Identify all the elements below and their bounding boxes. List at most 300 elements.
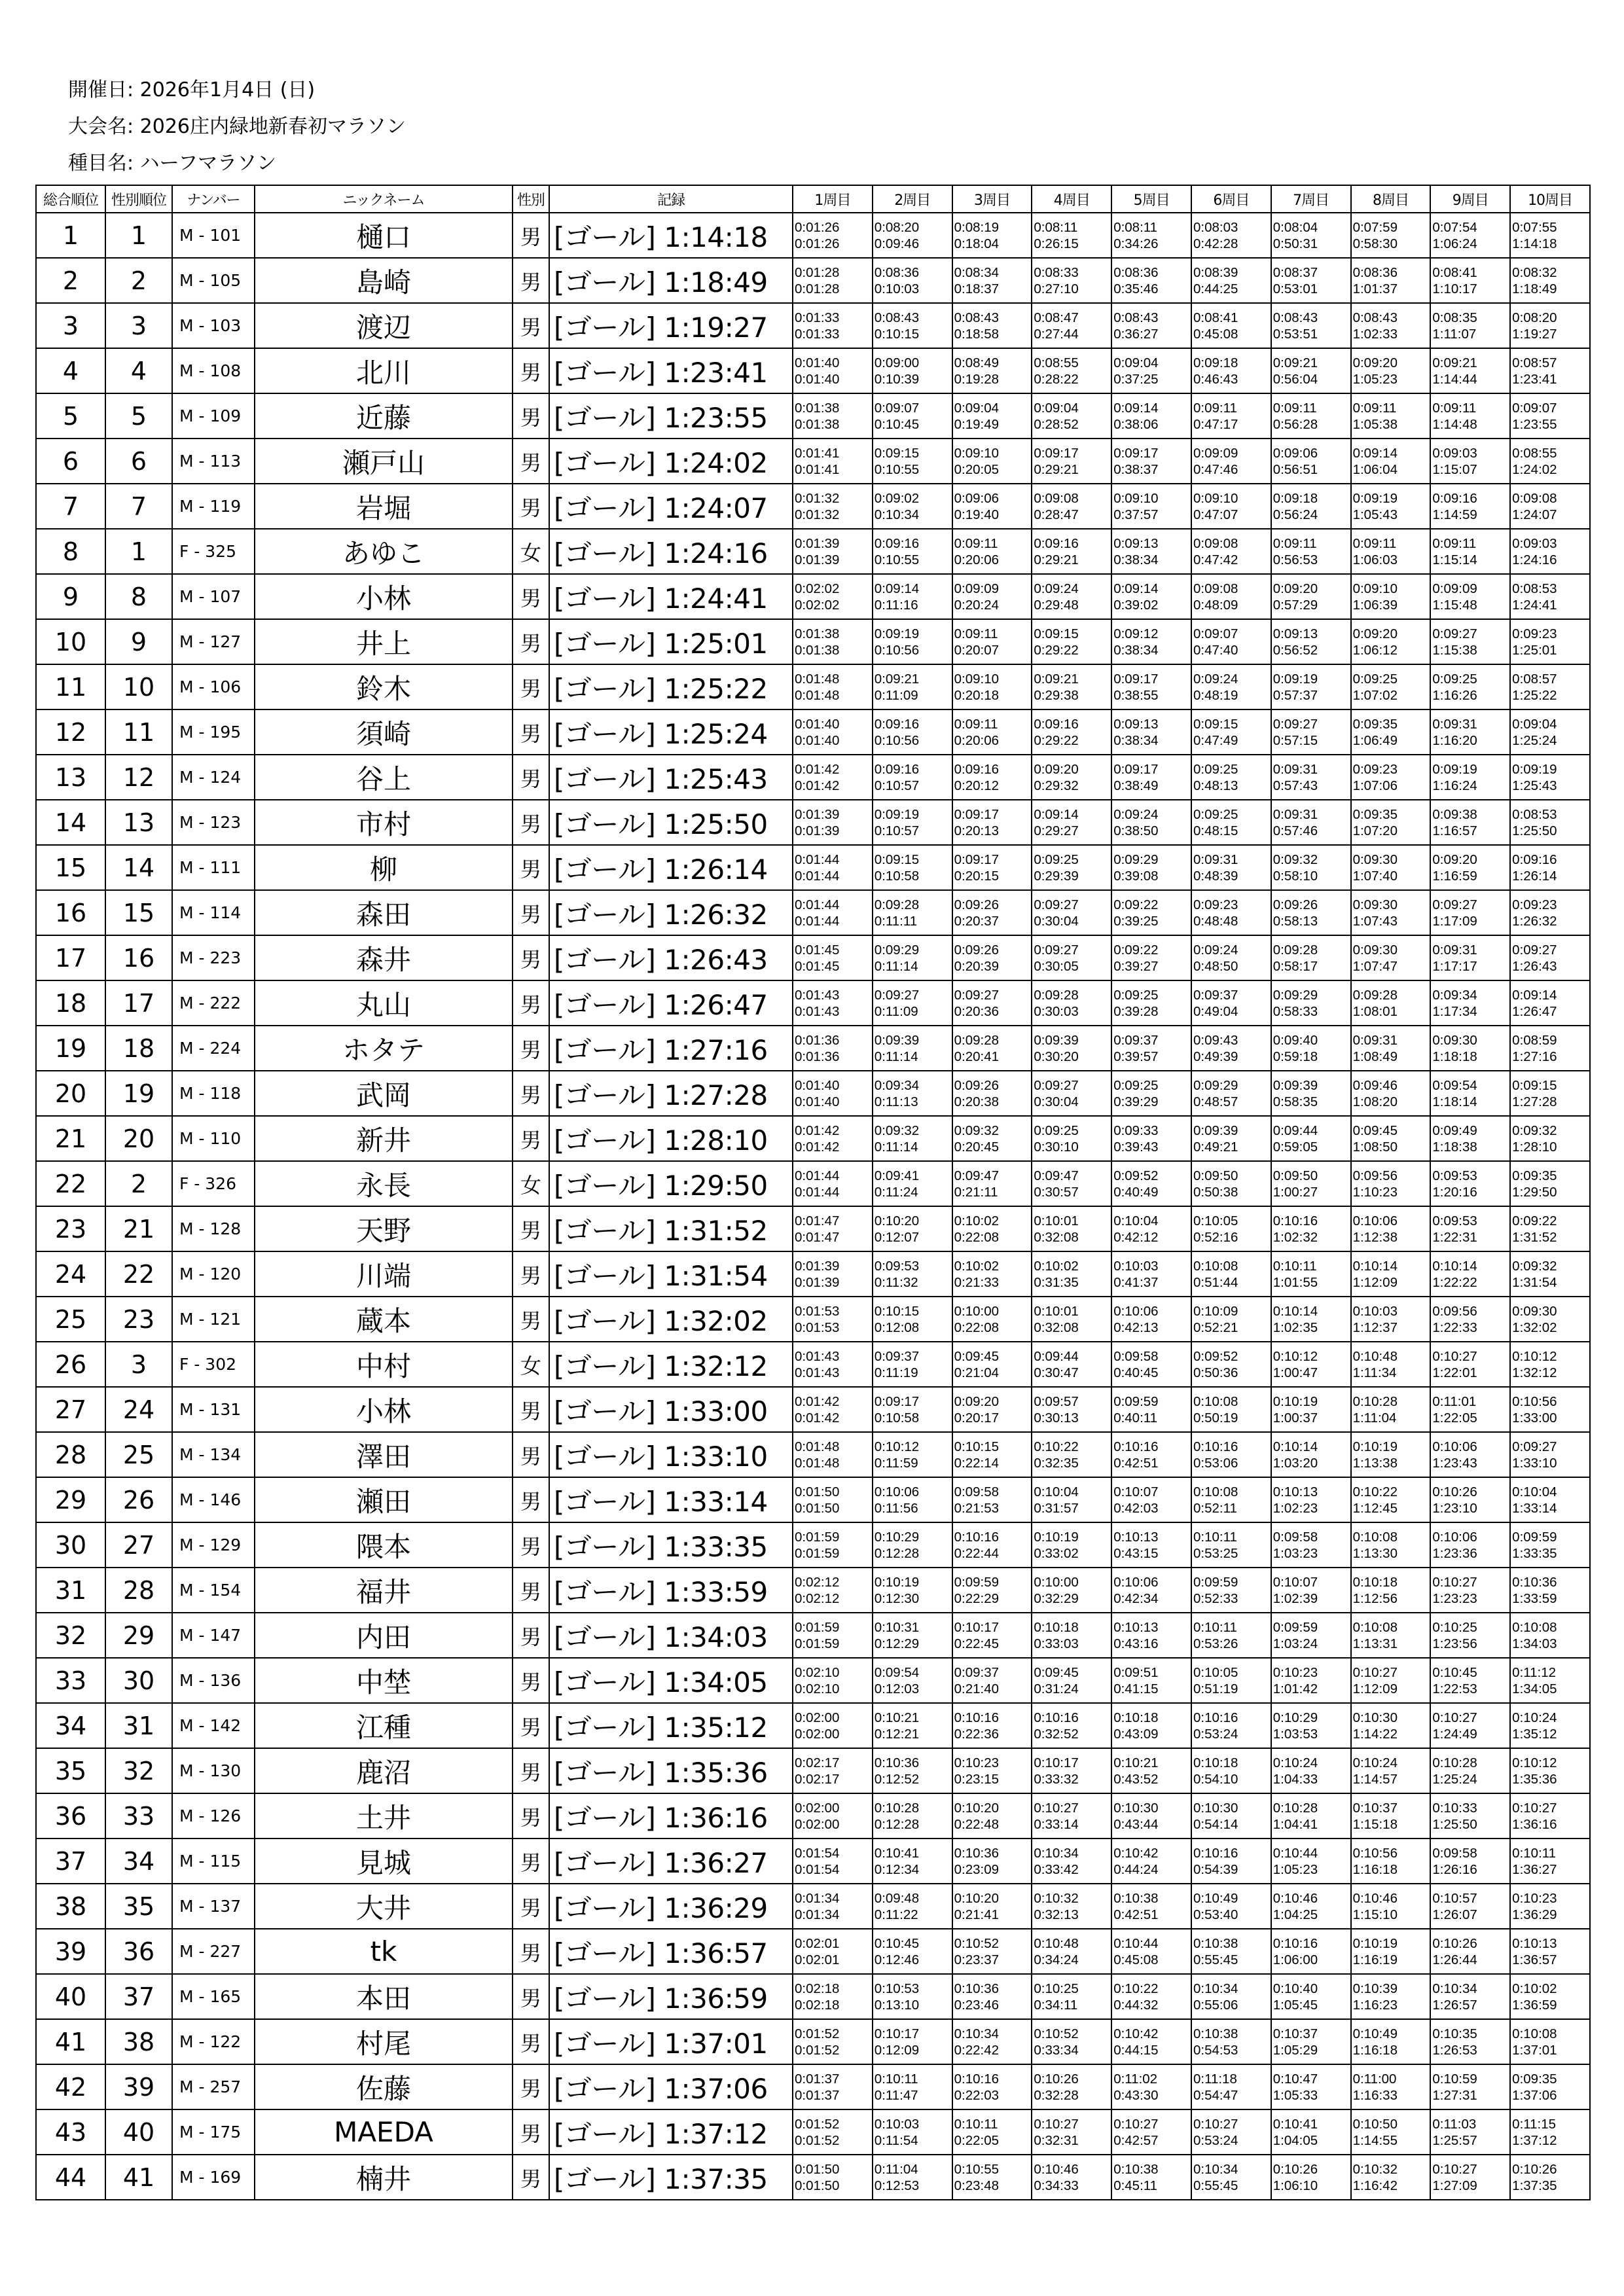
nickname-cell: 小林 [255,574,513,619]
lap-cumulative-time: 0:42:28 [1193,236,1238,251]
lap-8-cell [1351,845,1431,890]
lap-split-time: 0:09:56 [1352,1168,1398,1183]
lap-split-time: 0:09:23 [1512,897,1557,912]
gender-rank-cell: 19 [105,1071,172,1116]
lap-split-time: 0:09:35 [1512,2071,1557,2087]
lap-cumulative-time: 1:14:59 [1432,507,1477,522]
lap-cumulative-time: 0:30:10 [1034,1139,1079,1155]
lap-4-cell [1032,574,1111,619]
lap-cumulative-time: 0:20:06 [954,732,999,748]
lap-1-cell [793,619,873,664]
gender-rank-cell: 24 [105,1387,172,1432]
lap-split-time: 0:10:46 [1352,1890,1398,1906]
lap-split-time: 0:01:48 [795,671,840,687]
lap-cumulative-time: 0:20:15 [954,868,999,884]
lap-cumulative-time: 0:11:14 [874,958,918,974]
lap-split-time: 0:09:28 [1034,987,1079,1003]
bib-number-cell: M - 257 [172,2064,255,2109]
lap-9-cell [1430,1477,1510,1522]
lap-cumulative-time: 0:49:21 [1193,1139,1238,1155]
lap-split-time: 0:10:23 [1272,1664,1318,1680]
lap-split-time: 0:09:37 [1193,987,1238,1003]
lap-split-time: 0:09:20 [954,1393,999,1409]
lap-cumulative-time: 0:02:00 [795,1726,840,1742]
overall-rank-cell: 43 [36,2109,105,2155]
lap-cumulative-time: 0:49:39 [1193,1049,1238,1064]
lap-split-time: 0:09:08 [1193,535,1238,551]
lap-split-time: 0:10:13 [1113,1529,1159,1545]
lap-split-time: 0:09:45 [1034,1664,1079,1680]
lap-split-time: 0:01:42 [795,1122,840,1138]
lap-8-cell [1351,2019,1431,2064]
lap-8-cell [1351,258,1431,303]
lap-1-cell [793,213,873,258]
lap-cumulative-time: 0:59:05 [1272,1139,1318,1155]
lap-cumulative-time: 1:08:01 [1352,1003,1398,1019]
gender-rank-cell: 3 [105,303,172,348]
lap-split-time: 0:10:14 [1272,1303,1318,1319]
lap-split-time: 0:09:47 [1034,1168,1079,1183]
lap-cumulative-time: 0:01:50 [795,2178,840,2193]
record-cell: [ゴール] 1:33:35 [549,1522,793,1568]
bib-number-cell: M - 126 [172,1793,255,1839]
lap-split-time: 0:09:45 [954,1348,999,1364]
lap-cumulative-time: 0:20:41 [954,1049,999,1064]
lap-cumulative-time: 0:56:28 [1272,416,1318,432]
lap-split-time: 0:09:31 [1432,942,1477,958]
lap-8-cell [1351,439,1431,484]
lap-cumulative-time: 1:33:14 [1512,1500,1557,1516]
sex-cell: 男 [513,890,549,935]
lap-8-cell [1351,1026,1431,1071]
lap-split-time: 0:10:16 [1272,1935,1318,1951]
lap-split-time: 0:09:59 [1512,1529,1557,1545]
table-row [36,845,1590,890]
lap-cumulative-time: 0:48:50 [1193,958,1238,974]
lap-cumulative-time: 0:54:39 [1193,1861,1238,1877]
lap-3-cell [952,2064,1032,2109]
lap-split-time: 0:10:25 [1034,1981,1079,1996]
lap-cumulative-time: 1:05:43 [1352,507,1398,522]
overall-rank-cell: 19 [36,1026,105,1071]
table-row [36,439,1590,484]
table-row [36,2155,1590,2200]
lap-10-cell [1510,1884,1590,1929]
lap-cumulative-time: 0:01:43 [795,1365,840,1380]
lap-9-cell [1430,1522,1510,1568]
lap-split-time: 0:08:53 [1512,806,1557,822]
lap-5-cell [1111,1432,1191,1477]
lap-cumulative-time: 0:37:25 [1113,371,1159,387]
lap-split-time: 0:09:11 [1272,535,1317,551]
lap-cumulative-time: 0:38:49 [1113,778,1159,793]
lap-cumulative-time: 1:36:59 [1512,1997,1557,2013]
gender-rank-cell: 37 [105,1974,172,2019]
lap-2-cell [873,2155,952,2200]
lap-cumulative-time: 0:18:04 [954,236,999,251]
lap-4-cell [1032,1432,1111,1477]
lap-split-time: 0:10:22 [1034,1439,1079,1454]
lap-split-time: 0:01:28 [795,264,840,280]
lap-split-time: 0:09:32 [954,1122,999,1138]
lap-cumulative-time: 0:10:57 [874,778,920,793]
nickname-cell: 須崎 [255,709,513,755]
lap-cumulative-time: 1:23:55 [1512,416,1557,432]
lap-cumulative-time: 1:22:01 [1432,1365,1477,1380]
table-row [36,1522,1590,1568]
lap-5-cell [1111,1613,1191,1658]
lap-cumulative-time: 0:50:36 [1193,1365,1238,1380]
overall-rank-cell: 14 [36,800,105,845]
lap-cumulative-time: 0:53:24 [1193,1726,1238,1742]
lap-cumulative-time: 1:15:18 [1352,1816,1398,1832]
table-row [36,1477,1590,1522]
lap-cumulative-time: 0:28:52 [1034,416,1079,432]
lap-10-cell [1510,755,1590,800]
lap-9-cell [1430,1251,1510,1297]
lap-9-cell [1430,1432,1510,1477]
lap-cumulative-time: 1:25:50 [1512,823,1557,838]
bib-number-cell: M - 195 [172,709,255,755]
lap-4-cell [1032,484,1111,529]
lap-6-cell [1191,1974,1271,2019]
lap-7-cell [1271,935,1351,980]
lap-3-cell [952,1884,1032,1929]
lap-1-cell [793,303,873,348]
lap-6-cell [1191,664,1271,709]
lap-split-time: 0:01:36 [795,1032,840,1048]
lap-split-time: 0:10:53 [874,1981,920,1996]
lap-cumulative-time: 1:25:43 [1512,778,1557,793]
lap-10-cell [1510,1116,1590,1161]
lap-cumulative-time: 0:58:33 [1272,1003,1318,1019]
lap-split-time: 0:09:27 [954,987,999,1003]
lap-cumulative-time: 1:15:48 [1432,597,1477,613]
lap-cumulative-time: 0:01:38 [795,642,840,658]
lap-4-cell [1032,529,1111,574]
overall-rank-cell: 4 [36,348,105,393]
lap-split-time: 0:09:33 [1113,1122,1159,1138]
lap-split-time: 0:10:57 [1432,1890,1477,1906]
lap-cumulative-time: 1:23:23 [1432,1590,1477,1606]
lap-3-cell [952,755,1032,800]
lap-3-cell [952,1432,1032,1477]
overall-rank-cell: 18 [36,980,105,1026]
bib-number-cell: F - 326 [172,1161,255,1206]
lap-cumulative-time: 0:57:46 [1272,823,1318,838]
gender-rank-cell: 7 [105,484,172,529]
lap-4-cell [1032,1929,1111,1974]
sex-cell: 男 [513,1568,549,1613]
bib-number-cell: M - 134 [172,1432,255,1477]
lap-8-cell [1351,574,1431,619]
lap-3-cell [952,1477,1032,1522]
lap-cumulative-time: 0:21:40 [954,1681,999,1696]
lap-split-time: 0:09:16 [1034,716,1079,732]
lap-1-cell [793,1206,873,1251]
lap-cumulative-time: 1:14:57 [1352,1771,1398,1787]
lap-split-time: 0:09:18 [1272,490,1318,506]
nickname-cell: 蔵本 [255,1297,513,1342]
table-row [36,484,1590,529]
lap-split-time: 0:08:36 [874,264,920,280]
lap-cumulative-time: 0:45:08 [1113,1952,1159,1967]
lap-4-cell [1032,845,1111,890]
lap-cumulative-time: 0:20:45 [954,1139,999,1155]
gender-rank-cell: 5 [105,393,172,439]
lap-cumulative-time: 1:07:20 [1352,823,1398,838]
lap-cumulative-time: 0:40:11 [1113,1410,1158,1426]
lap-split-time: 0:09:09 [954,581,999,596]
lap-2-cell [873,213,952,258]
lap-5-cell [1111,845,1191,890]
lap-cumulative-time: 0:02:02 [795,597,840,613]
lap-7-cell [1271,1206,1351,1251]
lap-split-time: 0:10:11 [954,2116,998,2132]
lap-split-time: 0:10:26 [1512,2161,1557,2177]
bib-number-cell: M - 105 [172,258,255,303]
gender-rank-cell: 27 [105,1522,172,1568]
lap-cumulative-time: 0:12:09 [874,2042,920,2058]
lap-split-time: 0:09:37 [1113,1032,1159,1048]
lap-cumulative-time: 1:25:22 [1512,687,1557,703]
lap-split-time: 0:10:27 [1432,1574,1477,1590]
lap-8-cell [1351,664,1431,709]
lap-7-cell [1271,2064,1351,2109]
lap-cumulative-time: 1:29:50 [1512,1184,1557,1200]
gender-rank-cell: 13 [105,800,172,845]
lap-cumulative-time: 0:22:42 [954,2042,999,2058]
lap-split-time: 0:10:12 [874,1439,920,1454]
lap-split-time: 0:10:16 [1272,1213,1318,1229]
lap-8-cell [1351,890,1431,935]
lap-split-time: 0:10:15 [874,1303,920,1319]
lap-cumulative-time: 0:12:30 [874,1590,920,1606]
lap-10-cell [1510,1206,1590,1251]
lap-split-time: 0:01:54 [795,1845,840,1861]
lap-split-time: 0:08:59 [1512,1032,1557,1048]
lap-cumulative-time: 0:02:10 [795,1681,840,1696]
table-row [36,1342,1590,1387]
lap-split-time: 0:09:25 [1034,852,1079,867]
lap-cumulative-time: 0:51:44 [1193,1274,1238,1290]
lap-7-cell [1271,1839,1351,1884]
table-row [36,303,1590,348]
lap-1-cell [793,529,873,574]
lap-1-cell [793,1974,873,2019]
lap-split-time: 0:10:02 [954,1213,999,1229]
lap-split-time: 0:10:07 [1272,1574,1318,1590]
lap-6-cell [1191,1477,1271,1522]
lap-cumulative-time: 0:58:30 [1352,236,1398,251]
gender-rank-cell: 35 [105,1884,172,1929]
lap-9-cell [1430,1884,1510,1929]
sex-cell: 男 [513,1251,549,1297]
lap-split-time: 0:09:53 [1432,1168,1477,1183]
lap-9-cell [1430,439,1510,484]
lap-cumulative-time: 0:30:04 [1034,1094,1079,1109]
table-row [36,890,1590,935]
gender-rank-cell: 34 [105,1839,172,1884]
lap-split-time: 0:08:03 [1193,219,1238,235]
lap-2-cell [873,1748,952,1793]
lap-2-cell [873,935,952,980]
table-row [36,1071,1590,1116]
lap-cumulative-time: 0:10:34 [874,507,920,522]
sex-cell: 男 [513,619,549,664]
lap-split-time: 0:01:50 [795,1484,840,1499]
lap-split-time: 0:09:34 [1432,987,1477,1003]
overall-rank-cell: 20 [36,1071,105,1116]
lap-split-time: 0:02:18 [795,1981,840,1996]
lap-2-cell [873,258,952,303]
lap-cumulative-time: 0:39:43 [1113,1139,1159,1155]
lap-split-time: 0:10:16 [1034,1710,1079,1725]
lap-split-time: 0:09:59 [1272,1619,1318,1635]
lap-cumulative-time: 0:36:27 [1113,326,1159,342]
lap-7-cell [1271,1387,1351,1432]
col-lap-2: 2周目 [873,185,952,213]
lap-split-time: 0:09:11 [954,535,998,551]
lap-2-cell [873,1251,952,1297]
record-cell: [ゴール] 1:25:43 [549,755,793,800]
lap-2-cell [873,484,952,529]
bib-number-cell: M - 111 [172,845,255,890]
lap-cumulative-time: 1:00:37 [1272,1410,1318,1426]
lap-9-cell [1430,800,1510,845]
lap-split-time: 0:09:51 [1113,1664,1159,1680]
lap-split-time: 0:10:46 [1272,1890,1318,1906]
lap-split-time: 0:01:52 [795,2026,840,2041]
gender-rank-cell: 28 [105,1568,172,1613]
lap-split-time: 0:09:04 [1034,400,1079,416]
lap-split-time: 0:09:14 [1352,445,1398,461]
lap-split-time: 0:10:12 [1512,1348,1557,1364]
lap-cumulative-time: 1:03:20 [1272,1455,1318,1471]
lap-split-time: 0:08:57 [1512,355,1557,370]
lap-split-time: 0:10:38 [1193,1935,1238,1951]
lap-8-cell [1351,1251,1431,1297]
lap-cumulative-time: 0:58:10 [1272,868,1318,884]
lap-10-cell [1510,980,1590,1026]
lap-cumulative-time: 0:33:34 [1034,2042,1079,2058]
lap-cumulative-time: 0:11:14 [874,1049,918,1064]
lap-8-cell [1351,709,1431,755]
lap-cumulative-time: 0:12:29 [874,1636,920,1651]
lap-8-cell [1351,755,1431,800]
lap-cumulative-time: 1:17:17 [1432,958,1477,974]
lap-1-cell [793,258,873,303]
lap-cumulative-time: 0:50:38 [1193,1184,1238,1200]
lap-cumulative-time: 0:53:26 [1193,1636,1238,1651]
lap-cumulative-time: 0:23:46 [954,1997,999,2013]
lap-split-time: 0:01:43 [795,1348,840,1364]
lap-split-time: 0:02:01 [795,1935,840,1951]
lap-split-time: 0:01:52 [795,2116,840,2132]
nickname-cell: 井上 [255,619,513,664]
lap-split-time: 0:10:26 [1432,1484,1477,1499]
lap-cumulative-time: 0:02:17 [795,1771,840,1787]
lap-cumulative-time: 1:14:48 [1432,416,1477,432]
lap-split-time: 0:02:12 [795,1574,840,1590]
bib-number-cell: M - 115 [172,1839,255,1884]
col-gender-rank: 性別順位 [105,185,172,213]
lap-cumulative-time: 0:19:40 [954,507,999,522]
lap-3-cell [952,1929,1032,1974]
lap-cumulative-time: 1:12:09 [1352,1274,1398,1290]
sex-cell: 男 [513,1884,549,1929]
lap-7-cell [1271,1477,1351,1522]
lap-cumulative-time: 0:01:44 [795,868,840,884]
lap-8-cell [1351,2109,1431,2155]
overall-rank-cell: 39 [36,1929,105,1974]
lap-3-cell [952,980,1032,1026]
lap-cumulative-time: 0:20:07 [954,642,999,658]
lap-split-time: 0:09:06 [954,490,999,506]
nickname-cell: 森井 [255,935,513,980]
lap-cumulative-time: 1:27:16 [1512,1049,1557,1064]
lap-cumulative-time: 0:09:46 [874,236,920,251]
lap-8-cell [1351,2155,1431,2200]
lap-8-cell [1351,1793,1431,1839]
gender-rank-cell: 12 [105,755,172,800]
lap-3-cell [952,1568,1032,1613]
lap-10-cell [1510,1929,1590,1974]
lap-split-time: 0:10:22 [1113,1981,1159,1996]
event-name: 大会名: 2026庄内緑地新春初マラソン [68,115,406,138]
lap-split-time: 0:10:34 [1432,1981,1477,1996]
lap-10-cell [1510,1477,1590,1522]
lap-1-cell [793,1116,873,1161]
lap-3-cell [952,709,1032,755]
record-cell: [ゴール] 1:35:12 [549,1703,793,1748]
lap-8-cell [1351,1839,1431,1884]
table-row [36,1613,1590,1658]
lap-split-time: 0:09:10 [954,671,999,687]
record-cell: [ゴール] 1:33:10 [549,1432,793,1477]
lap-8-cell [1351,1568,1431,1613]
lap-cumulative-time: 0:01:40 [795,1094,840,1109]
lap-split-time: 0:09:20 [1432,852,1477,867]
lap-3-cell [952,213,1032,258]
lap-split-time: 0:11:03 [1432,2116,1477,2132]
lap-split-time: 0:09:15 [1512,1077,1557,1093]
lap-split-time: 0:09:16 [1034,535,1079,551]
lap-split-time: 0:10:34 [954,2026,999,2041]
lap-split-time: 0:10:06 [1432,1439,1477,1454]
lap-cumulative-time: 1:22:22 [1432,1274,1477,1290]
lap-2-cell [873,529,952,574]
lap-2-cell [873,1432,952,1477]
table-row [36,1929,1590,1974]
lap-4-cell [1032,1071,1111,1116]
lap-cumulative-time: 1:04:25 [1272,1907,1318,1922]
lap-cumulative-time: 1:05:23 [1272,1861,1318,1877]
lap-cumulative-time: 1:22:31 [1432,1229,1477,1245]
lap-split-time: 0:10:02 [1512,1981,1557,1996]
lap-cumulative-time: 0:01:40 [795,371,840,387]
lap-cumulative-time: 1:34:03 [1512,1636,1557,1651]
overall-rank-cell: 33 [36,1658,105,1703]
lap-cumulative-time: 0:10:03 [874,281,920,296]
lap-split-time: 0:10:32 [1352,2161,1398,2177]
lap-9-cell [1430,980,1510,1026]
lap-5-cell [1111,1748,1191,1793]
lap-1-cell [793,2109,873,2155]
record-cell: [ゴール] 1:35:36 [549,1748,793,1793]
lap-8-cell [1351,1929,1431,1974]
lap-cumulative-time: 1:35:36 [1512,1771,1557,1787]
